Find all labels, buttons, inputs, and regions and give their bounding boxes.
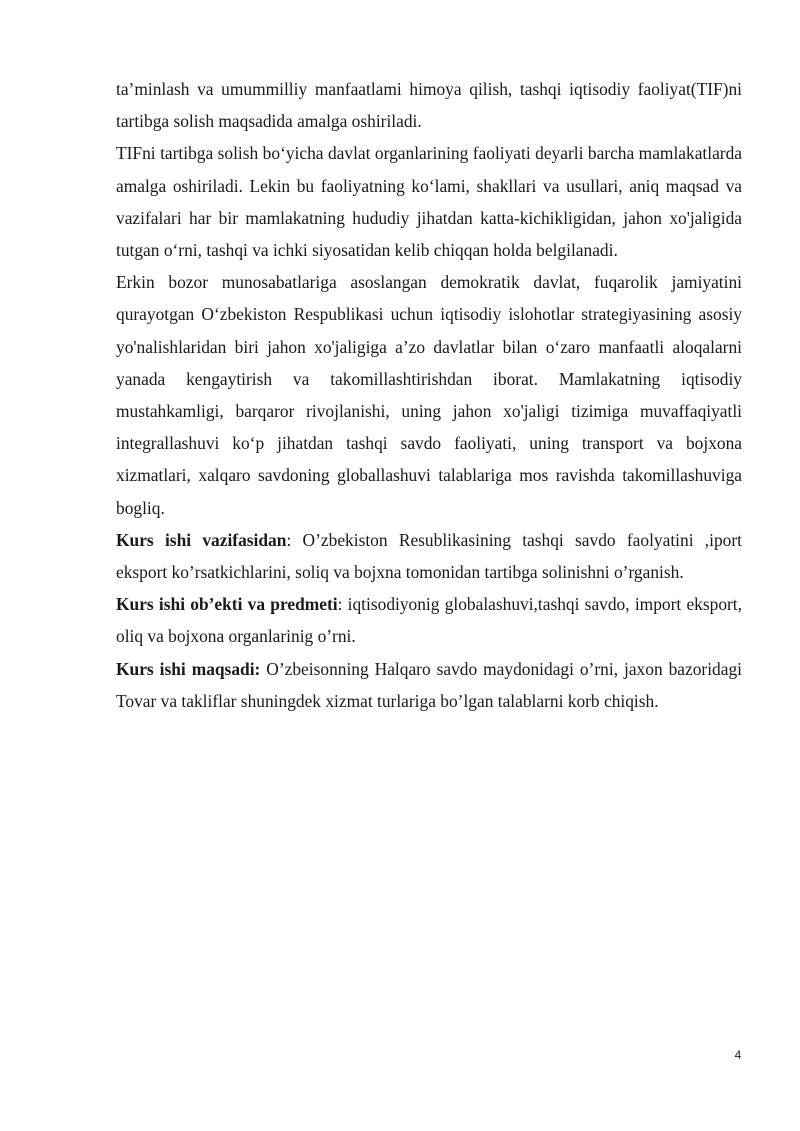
paragraph-lead: Kurs ishi vazifasidan xyxy=(116,529,287,550)
paragraph-text: O’zbeisonning Halqaro savdo maydonidagi o’rni, jaxon bazoridagi Tovar va takliflar shuningdek xizmat turlariga bo’lgan talablarni korb chiqish. xyxy=(116,658,742,711)
paragraph-course-goal xyxy=(116,653,742,717)
paragraph-tif-regulation xyxy=(116,137,742,266)
paragraph-text: : iqtisodiyonig globalashuvi,tashqi savdo, import eksport, oliq va bojxona organlarinig o’rni. xyxy=(116,594,742,647)
paragraph-uzbekistan-strategy xyxy=(116,266,742,524)
paragraph-lead: Kurs ishi maqsadi: xyxy=(116,658,261,679)
page-number: 4 xyxy=(734,1048,742,1062)
paragraph-text: Erkin bozor munosabatlariga asoslangan demokratik davlat, fuqarolik jamiyatini qurayotgan O‘zbekiston Respublikasi uchun iqtisodiy islohotlar strategiyasining asosiy yo'nalishlaridan biri jahon xo'jaligiga a’zo davlatlar bilan o‘zaro manfaatli aloqalarni yanada kengaytirish va takomillashtirishdan iborat. Mamlakatning iqtisodiy mustahkamligi, barqaror rivojlanishi, uning jahon xo'jaligi tizimiga muvaffaqiyatli integrallashuvi ko‘p jihatdan tashqi savdo faoliyati, uning transport va bojxona xizmatlari, xalqaro savdoning globallashuvi talablariga mos ravishda takomillashuviga bogliq. xyxy=(116,272,742,518)
paragraph-text: : O’zbekiston Resublikasining tashqi savdo faolyatini ,iport eksport ko’rsatkichlarini, soliq va bojxna tomonidan tartibga solinishni o’rganish. xyxy=(116,529,742,583)
paragraph-tif-intro xyxy=(116,73,742,137)
paragraph-text: TIFni tartibga solish bo‘yicha davlat organlarining faoliyati deyarli barcha mamlakatlarda amalga oshiriladi. Lekin bu faoliyatning ko‘lami, shakllari va usullari, aniq maqsad va vazifalari har bir mamlakatning hududiy jihatdan katta-kichikligidan, jahon xo'jaligida tutgan o‘rni, tashqi va ichki siyosatidan kelib chiqqan holda belgilanadi. xyxy=(116,143,742,261)
paragraph-course-tasks xyxy=(116,524,742,588)
paragraph-text: ta’minlash va umummilliy manfaatlami himoya qilish, tashqi iqtisodiy faoliyat(TIF)ni tartibga solish maqsadida amalga oshiriladi. xyxy=(116,79,742,132)
paragraph-lead: Kurs ishi ob’ekti va predmeti xyxy=(116,594,338,615)
document-body xyxy=(116,73,742,717)
paragraph-course-object xyxy=(116,588,742,652)
